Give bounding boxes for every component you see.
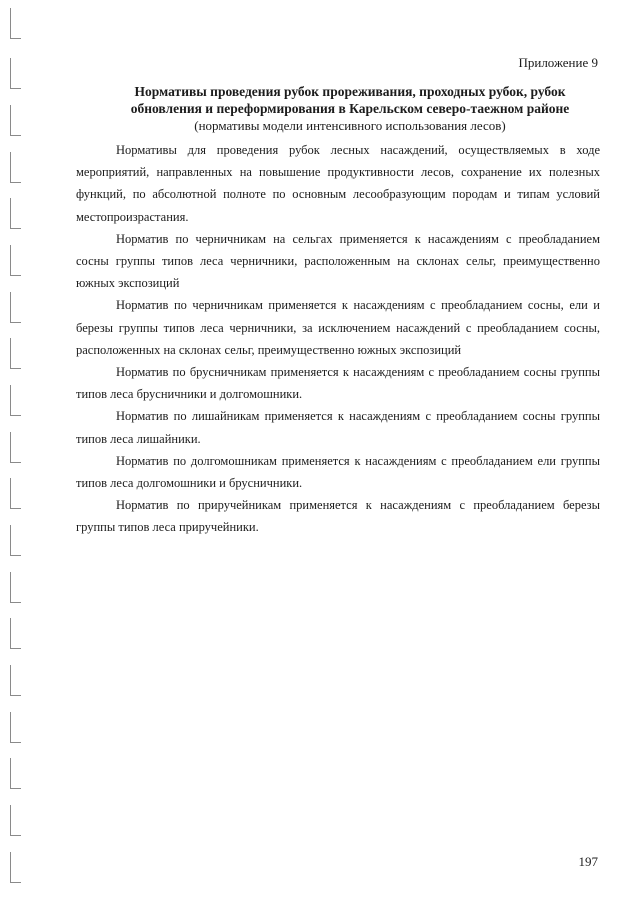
paragraph: Норматив по приручейникам применяется к насаждениям с преобладанием березы группы типов леса приручейники.	[76, 498, 600, 535]
binding-mark	[10, 478, 21, 509]
binding-mark	[10, 432, 21, 463]
paragraph: Нормативы для проведения рубок лесных насаждений, осуществляемых в ходе мероприятий, направленных на повышение продуктивности лесов, сохранение их полезных функций, по абсолютной полноте по основным лесообразующим породам и типам условий местопроизрастания.	[76, 143, 600, 224]
document-subtitle: (нормативы модели интенсивного использования лесов)	[194, 118, 506, 133]
document-body	[76, 139, 600, 539]
binding-mark	[10, 665, 21, 696]
binding-mark	[10, 292, 21, 323]
paragraph: Норматив по черничникам применяется к насаждениям с преобладанием сосны, ели и березы группы типов леса черничники, за исключением насаждений с преобладанием сосны, расположенных на склонах сельг, преимущественно южных экспозиций	[76, 298, 600, 357]
binding-mark	[10, 198, 21, 229]
binding-mark	[10, 852, 21, 883]
binding-margin	[0, 0, 40, 905]
binding-mark	[10, 618, 21, 649]
binding-mark	[10, 572, 21, 603]
binding-mark	[10, 152, 21, 183]
paragraph: Норматив по брусничникам применяется к насаждениям с преобладанием сосны группы типов леса брусничники и долгомошники.	[76, 365, 600, 402]
binding-mark	[10, 385, 21, 416]
binding-mark	[10, 245, 21, 276]
binding-mark	[10, 338, 21, 369]
title-line-2: обновления и переформирования в Карельском северо-таежном районе	[130, 101, 570, 116]
document-title	[60, 83, 600, 134]
page-number: 197	[578, 854, 598, 869]
binding-mark	[10, 758, 21, 789]
binding-mark	[10, 525, 21, 556]
title-line-1: Нормативы проведения рубок прореживания, проходных рубок, рубок	[134, 84, 566, 99]
binding-mark	[10, 712, 21, 743]
paragraph: Норматив по черничникам на сельгах применяется к насаждениям с преобладанием сосны группы типов леса черничники, расположенным на склонах сельг, преимущественно южных экспозиций	[76, 231, 600, 291]
paragraph: Норматив по лишайникам применяется к насаждениям с преобладанием сосны группы типов леса лишайники.	[76, 409, 600, 446]
binding-mark	[10, 105, 21, 136]
binding-mark	[10, 805, 21, 836]
appendix-label: Приложение 9	[518, 55, 598, 70]
paragraph: Норматив по долгомошникам применяется к насаждениям с преобладанием ели группы типов леса долгомошники и брусничники.	[76, 453, 600, 491]
binding-mark	[10, 8, 21, 39]
binding-mark	[10, 58, 21, 89]
